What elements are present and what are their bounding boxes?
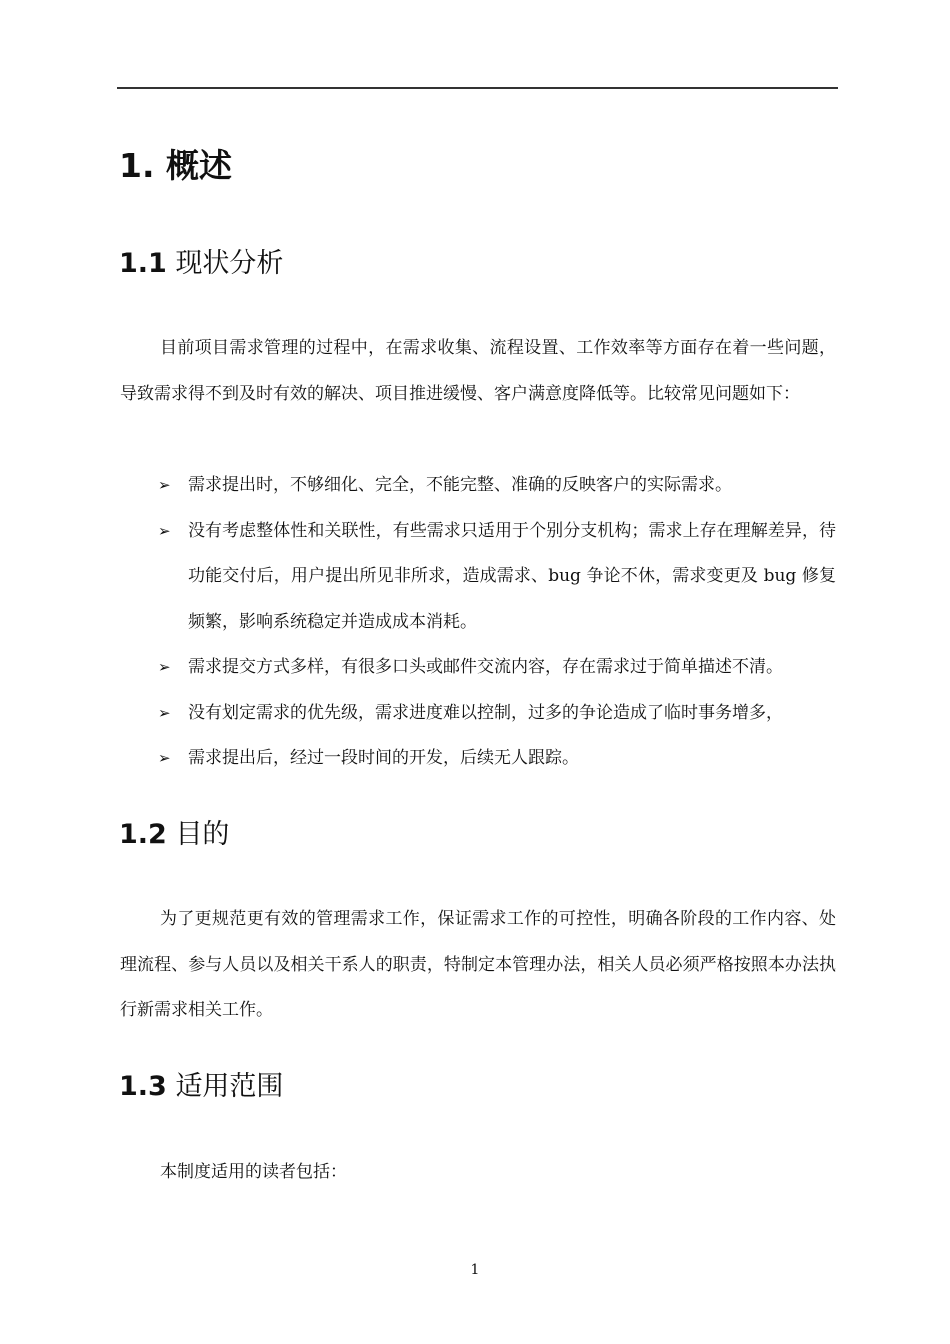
section-title: 现状分析 bbox=[175, 248, 284, 279]
chapter-heading: 1. 概述 bbox=[119, 146, 232, 185]
list-item-text: 需求提出时，不够细化、完全，不能完整、准确的反映客户的实际需求。 bbox=[188, 475, 732, 495]
paragraph-purpose: 为了更规范更有效的管理需求工作，保证需求工作的可控性，明确各阶段的工作内容、处理流程、参与人员以及相关干系人的职责，特制定本管理办法，相关人员必须严格按照本办法执行新需求相关工作。 bbox=[120, 909, 836, 1020]
section-number: 1.2 bbox=[119, 819, 167, 850]
paragraph-scope: 本制度适用的读者包括： bbox=[160, 1162, 347, 1182]
list-item-text: 没有划定需求的优先级，需求进度难以控制，过多的争论造成了临时事务增多， bbox=[188, 702, 783, 723]
list-item bbox=[158, 509, 836, 646]
paragraph-current-analysis: 目前项目需求管理的过程中，在需求收集、流程设置、工作效率等方面存在着一些问题，导致需求得不到及时有效的解决、项目推进缓慢、客户满意度降低等。比较常见问题如下： bbox=[120, 338, 836, 404]
list-item-text: 需求提出后，经过一段时间的开发，后续无人跟踪。 bbox=[188, 748, 579, 768]
section-title: 适用范围 bbox=[175, 1071, 284, 1102]
arrowhead-bullet-icon: ➢ bbox=[158, 749, 171, 767]
list-item bbox=[158, 463, 836, 509]
section-heading-1-2 bbox=[119, 815, 229, 855]
section-number: 1.3 bbox=[119, 1071, 167, 1102]
list-item-text: 没有考虑整体性和关联性，有些需求只适用于个别分支机构；需求上存在理解差异，待功能交付后，用户提出所见非所求，造成需求、bug 争论不休，需求变更及 bug 修复频繁，影响系统稳定并造成成本消耗。 bbox=[188, 520, 836, 632]
list-item bbox=[158, 691, 836, 737]
arrowhead-bullet-icon: ➢ bbox=[158, 703, 171, 722]
page-number: 1 bbox=[470, 1262, 480, 1278]
arrowhead-bullet-icon: ➢ bbox=[158, 521, 171, 540]
section-heading-1-3 bbox=[119, 1067, 283, 1107]
arrowhead-bullet-icon: ➢ bbox=[158, 476, 171, 494]
section-title: 目的 bbox=[175, 819, 230, 850]
arrowhead-bullet-icon: ➢ bbox=[158, 658, 171, 676]
section-number: 1.1 bbox=[119, 248, 167, 279]
list-item bbox=[158, 736, 836, 782]
list-item bbox=[158, 645, 836, 691]
header-rule bbox=[117, 87, 838, 89]
problem-list bbox=[158, 463, 836, 782]
list-item-text: 需求提交方式多样，有很多口头或邮件交流内容，存在需求过于简单描述不清。 bbox=[188, 657, 783, 677]
section-heading-1-1 bbox=[119, 244, 283, 284]
